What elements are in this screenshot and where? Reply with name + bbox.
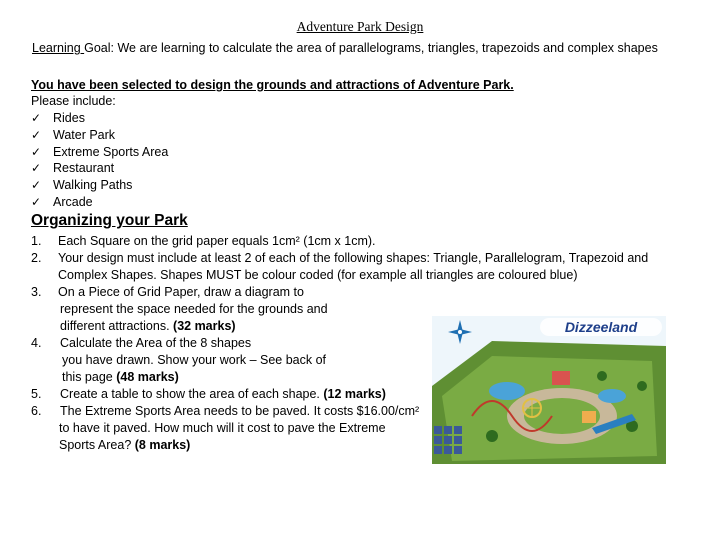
checklist-label: Restaurant [53, 161, 115, 176]
legend-icons [434, 426, 462, 454]
checkmark-icon: ✓ [31, 111, 42, 125]
checklist-item [31, 127, 168, 144]
checklist-item [31, 194, 168, 211]
tree [597, 371, 607, 381]
marks-label: (32 marks) [173, 319, 236, 333]
park-illustration [432, 316, 666, 464]
arcade-building [582, 411, 596, 423]
step-line: Sports Area? [59, 438, 135, 452]
page-title: Adventure Park Design [296, 19, 424, 34]
checklist-label: Walking Paths [53, 178, 133, 193]
marks-label: (12 marks) [323, 387, 386, 401]
checkmark-icon: ✓ [31, 194, 42, 209]
step-number: 3. [31, 285, 42, 299]
checklist-label: Arcade [53, 194, 93, 209]
checklist-item [31, 177, 168, 194]
step-number: 6. [31, 404, 42, 418]
step-line: Each Square on the grid paper equals 1cm² (1cm x 1cm). [58, 234, 376, 248]
park-map-image [432, 316, 666, 464]
tree [637, 381, 647, 391]
checklist-item [31, 110, 168, 127]
step-line: represent the space needed for the grounds and [60, 302, 328, 316]
step-line: Your design must include at least 2 of each of the following shapes: Triangle, Parallelogram, Trapezoid and [58, 251, 649, 265]
dizzeeland-logo [540, 318, 662, 336]
water-pool [489, 382, 525, 400]
step-2 [31, 250, 671, 284]
learning-goal-prefix: Learning [32, 41, 85, 55]
water-pool-2 [598, 389, 626, 403]
step-line: Complex Shapes. Shapes MUST be colour coded (for example all triangles are coloured blue) [58, 268, 578, 282]
learning-goal [32, 40, 682, 57]
checklist-label: Water Park [53, 127, 116, 142]
restaurant-building [552, 371, 570, 385]
step-line: this page [62, 370, 117, 384]
include-checklist [31, 110, 168, 211]
step-1 [31, 233, 671, 250]
learning-goal-text: Goal: We are learning to calculate the area of parallelograms, triangles, trapezoids and complex shapes [84, 41, 658, 55]
step-line: you have drawn. Show your work – See back of [62, 353, 327, 367]
marks-label: (48 marks) [116, 370, 179, 384]
step-number: 5. [31, 387, 42, 401]
step-line: On a Piece of Grid Paper, draw a diagram to [58, 285, 304, 299]
step-number: 4. [31, 336, 42, 350]
checkmark-icon: ✓ [31, 127, 42, 142]
checklist-label: Extreme Sports Area [53, 144, 169, 159]
checkmark-icon: ✓ [31, 178, 42, 193]
please-include-label: Please include: [31, 94, 116, 108]
checklist-item [31, 144, 168, 161]
svg-text:Dizzeeland: Dizzeeland [564, 319, 638, 335]
step-number: 2. [31, 251, 42, 265]
step-line: The Extreme Sports Area needs to be paved. It costs $16.00/cm² [60, 404, 420, 418]
step-number: 1. [31, 234, 42, 248]
step-line: to have it paved. How much will it cost to pave the Extreme [59, 421, 386, 435]
section-heading: Organizing your Park [31, 212, 188, 229]
step-line: Create a table to show the area of each shape. [60, 387, 324, 401]
step-line: different attractions. [60, 319, 174, 333]
checkmark-icon: ✓ [31, 161, 42, 176]
checklist-item [31, 160, 168, 177]
step-line: Calculate the Area of the 8 shapes [60, 336, 252, 350]
checklist-label: Rides [53, 111, 85, 125]
marks-label: (8 marks) [134, 438, 191, 452]
intro-text: You have been selected to design the grounds and attractions of Adventure Park. [31, 78, 514, 92]
checkmark-icon: ✓ [31, 144, 42, 159]
tree [486, 430, 498, 442]
